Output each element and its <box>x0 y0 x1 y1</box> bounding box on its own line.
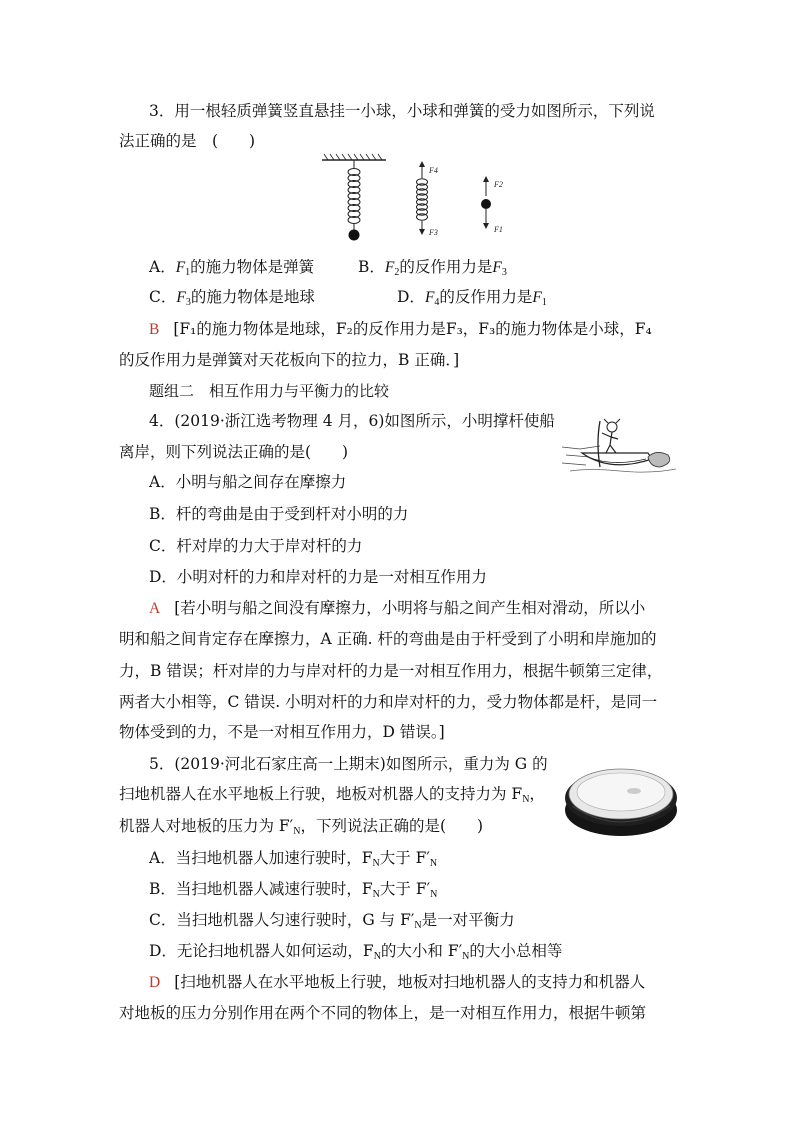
q3-option-c: C．$F_3$的施力物体是地球 <box>149 288 315 308</box>
q3-stem-line1: 3．用一根轻质弹簧竖直悬挂一小球，小球和弹簧的受力如图所示，下列说 <box>149 102 655 120</box>
q4-stem-line2: 离岸，则下列说法正确的是( ) <box>119 443 349 461</box>
q4-explanation-line3: 力，B 错误；杆对岸的力与岸对杆的力是一对相互作用力，根据牛顿第三定律， <box>119 662 663 680</box>
q4-explanation-line4: 两者大小相等，C 错误. 小明对杆的力和岸对杆的力，受力物体都是杆，是同一 <box>119 693 658 711</box>
q5-robot-vacuum-figure <box>562 748 680 844</box>
q4-explanation-line5: 物体受到的力，不是一对相互作用力，D 错误。] <box>119 723 445 741</box>
q5-stem-line1: 5．(2019·河北石家庄高一上期末)如图所示，重力为 G 的 <box>149 755 548 773</box>
q5-explanation-line2: 对地板的压力分别作用在两个不同的物体上，是一对相互作用力，根据牛顿第 <box>119 1004 647 1022</box>
q5-option-d: D．无论扫地机器人如何运动，$F_N$的大小和 $F'_N$的大小总相等 <box>149 942 563 962</box>
q5-stem-line3: 机器人对地板的压力为 $F'_N$，下列说法正确的是( ) <box>119 817 484 837</box>
label-f3: F3 <box>429 228 438 237</box>
q3-option-b: B．$F_2$的反作用力是$F_3$ <box>358 258 507 278</box>
q3-stem-line2: 法正确的是 ( ) <box>119 132 256 150</box>
q3-spring-figure <box>318 152 518 248</box>
label-f2: F2 <box>494 180 503 189</box>
q3-option-a: A．$F_1$的施力物体是弹簧 <box>149 258 315 278</box>
q3-answer: B <box>149 321 160 338</box>
q4-option-b: B．杆的弯曲是由于受到杆对小明的力 <box>149 505 409 523</box>
q4-answer: A <box>149 600 161 617</box>
q5-option-a: A．当扫地机器人加速行驶时，$F_N$大于 $F'_N$ <box>149 849 438 869</box>
q5-explanation-line1: D [扫地机器人在水平地板上行驶，地板对扫地机器人的支持力和机器人 <box>149 973 646 991</box>
q4-boat-figure <box>560 413 678 475</box>
q5-option-c: C．当扫地机器人匀速行驶时，G 与 $F'_N$是一对平衡力 <box>149 911 515 931</box>
q4-explanation-line2: 明和船之间肯定存在摩擦力，A 正确. 杆的弯曲是由于杆受到了小明和岸施加的 <box>119 630 657 648</box>
q5-stem-line2: 扫地机器人在水平地板上行驶，地板对机器人的支持力为 $F_N$， <box>119 785 545 805</box>
q4-explanation-line1: A [若小明与船之间没有摩擦力，小明将与船之间产生相对滑动，所以小 <box>149 599 646 617</box>
q3-explanation-line2: 的反作用力是弹簧对天花板向下的拉力，B 正确．] <box>119 351 460 369</box>
q4-option-d: D．小明对杆的力和岸对杆的力是一对相互作用力 <box>149 568 487 586</box>
q4-option-a: A．小明与船之间存在摩擦力 <box>149 473 347 491</box>
q3-option-d: D．$F_4$的反作用力是$F_1$ <box>397 288 547 308</box>
q4-option-c: C．杆对岸的力大于岸对杆的力 <box>149 537 363 555</box>
q5-answer: D <box>149 974 161 991</box>
q4-stem-line1: 4．(2019·浙江选考物理 4 月，6)如图所示，小明撑杆使船 <box>149 412 555 430</box>
label-f4: F4 <box>429 166 438 175</box>
label-f1: F1 <box>494 225 503 234</box>
q3-explanation-line1: B [F₁的施力物体是地球，F₂的反作用力是F₃，F₃的施力物体是小球，F₄ <box>149 320 652 338</box>
section-title: 题组二 相互作用力与平衡力的比较 <box>149 382 390 400</box>
q5-option-b: B．当扫地机器人减速行驶时，$F_N$大于 $F'_N$ <box>149 880 438 900</box>
